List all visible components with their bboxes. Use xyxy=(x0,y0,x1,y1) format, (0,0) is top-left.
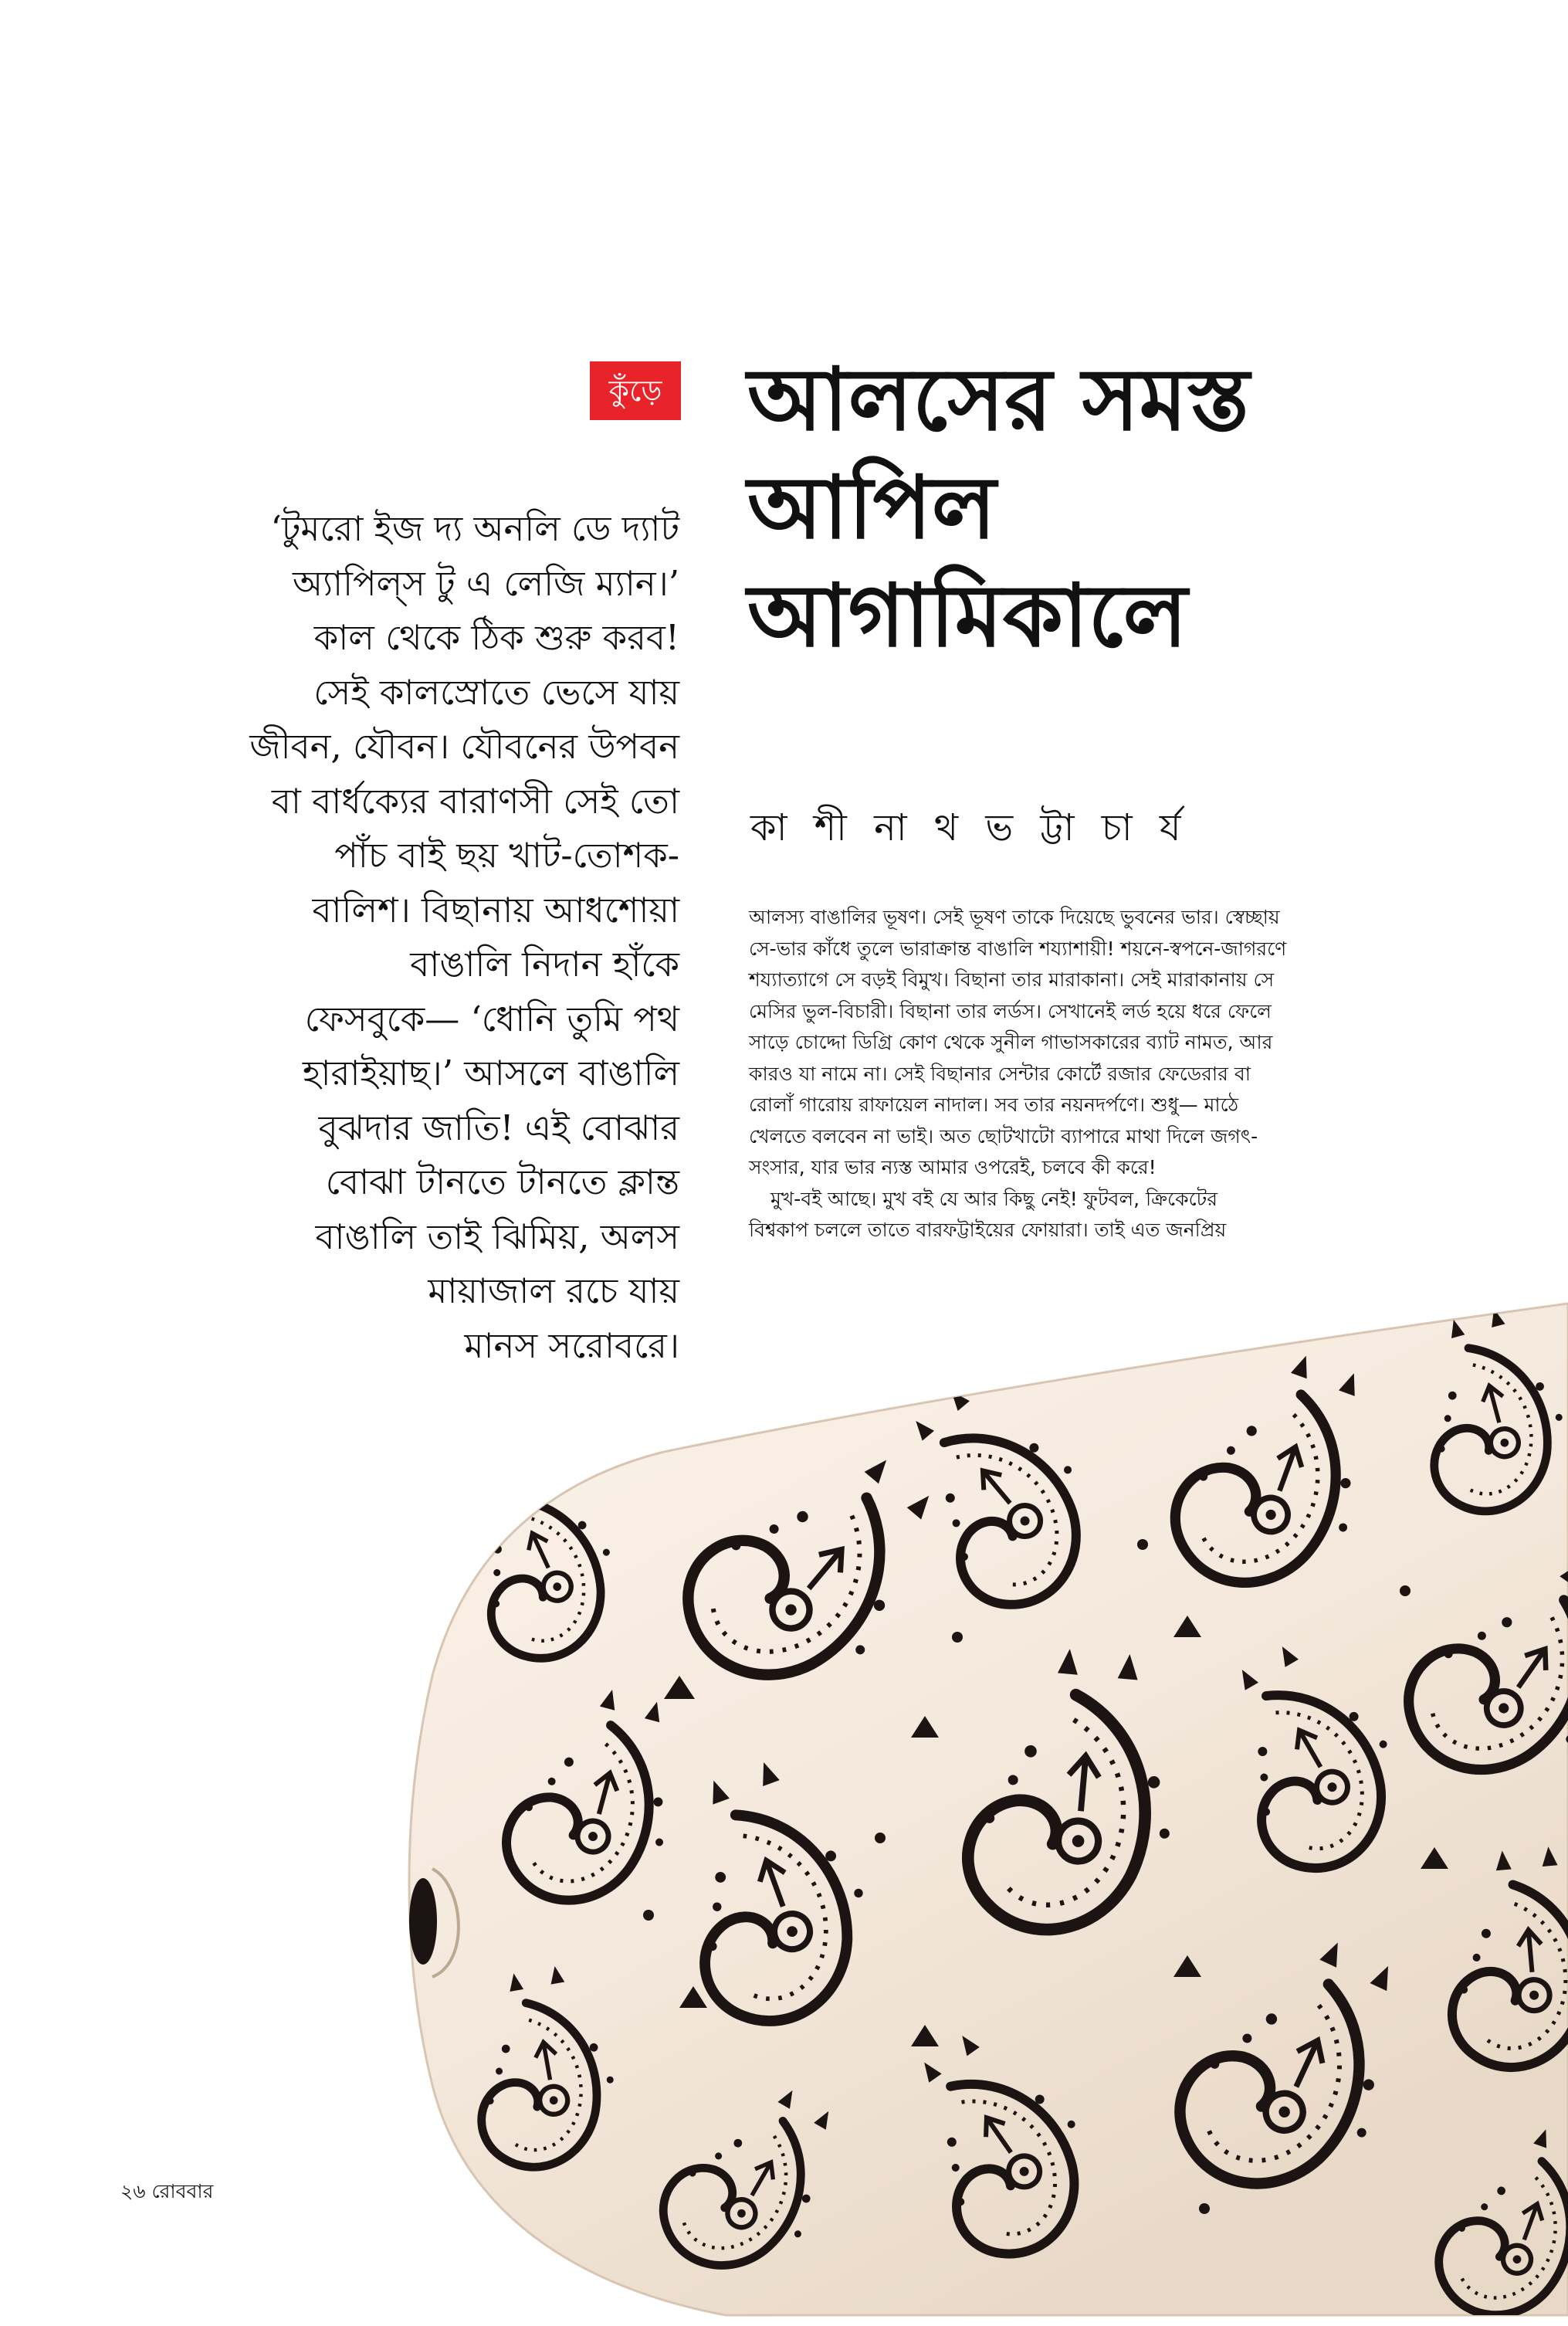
page-footer: ২৬ রোববার xyxy=(120,2180,214,2202)
pull-quote-line: বোঝা টানতে টানতে ক্লান্ত xyxy=(325,1161,679,1202)
pull-quote xyxy=(124,502,679,1373)
body-line: সংসার, যার ভার ন্যস্ত আমার ওপরেই, চলবে কী করে! xyxy=(749,1156,1157,1178)
body-line: মেসির ভুল-বিচারী। বিছানা তার লর্ডস। সেখানেই লর্ড হয়ে ধরে ফেলে xyxy=(749,999,1272,1022)
pull-quote-line: বাঙালি নিদান হাঁকে xyxy=(410,944,679,985)
pull-quote-line: অ্যাপিল্‌স টু এ লেজি ম্যান।’ xyxy=(293,562,679,604)
article-body xyxy=(749,902,1444,1246)
pull-quote-line: বা বার্ধক্যের বারাণসী সেই তো xyxy=(271,780,679,822)
body-line: সাড়ে চোদ্দো ডিগ্রি কোণ থেকে সুনীল গাভাসকারের ব্যাট নামত, আর xyxy=(749,1031,1273,1053)
pull-quote-line: কাল থেকে ঠিক শুরু করব! xyxy=(313,617,679,658)
author-byline: কা শী না থ ভ ট্টা চা র্য xyxy=(750,806,1189,849)
pull-quote-line: পাঁচ বাই ছয় খাট-তোশক- xyxy=(334,835,679,876)
pull-quote-line: সেই কালস্রোতে ভেসে যায় xyxy=(313,671,679,713)
pull-quote-line: বালিশ। বিছানায় আধশোয়া xyxy=(312,889,679,931)
pull-quote-line: ‘টুমরো ইজ দ্য অনলি ডে দ্যাট xyxy=(270,508,679,549)
body-line: মুখ-বই আছে। মুখ বই যে আর কিছু নেই! ফুটবল, ক্রিকেটের xyxy=(770,1187,1218,1210)
body-line: শয্যাত্যাগে সে বড়ই বিমুখ। বিছানা তার মারাকানা। সেই মারাকানায় সে xyxy=(749,968,1275,991)
pull-quote-line: বাঙালি তাই ঝিমিয়, অলস xyxy=(315,1216,679,1257)
body-line: বিশ্বকাপ চললে তাতে বারফট্টাইয়ের ফোয়ারা। তাই এত জনপ্রিয় xyxy=(749,1219,1227,1241)
headline-line: আলসের সমস্ত xyxy=(747,350,1250,450)
body-line: রোলাঁ গারোয় রাফায়েল নাদাল। সব তার নয়নদর্পণে। শুধু— মাঠে xyxy=(749,1093,1239,1116)
section-tag: কুঁড়ে xyxy=(590,361,681,420)
pull-quote-line: মানস সরোবরে। xyxy=(464,1324,679,1366)
body-line: আলস্য বাঙালির ভূষণ। সেই ভূষণ তাকে দিয়েছে ভুবনের ভার। স্বেচ্ছায় xyxy=(749,906,1280,928)
pull-quote-line: হারাইয়াছ।’ আসলে বাঙালি xyxy=(302,1053,679,1093)
headline-line: আগামিকালে xyxy=(747,566,1188,666)
body-line: কারও যা নামে না। সেই বিছানার সেন্টার কোর্টে রজার ফেডেরার বা xyxy=(749,1062,1251,1085)
pull-quote-line: মায়াজাল রচে যায় xyxy=(428,1270,679,1311)
headline-line: আপিল xyxy=(747,458,997,558)
body-line: সে-ভার কাঁধে তুলে ভারাক্রান্ত বাঙালি শয্যাশায়ী! শয়নে-স্বপনে-জাগরণে xyxy=(749,937,1287,960)
pull-quote-line: ফেসবুকে— ‘ধোনি তুমি পথ xyxy=(304,998,679,1039)
pull-quote-line: বুঝদার জাতি! এই বোঝার xyxy=(318,1107,679,1148)
headline xyxy=(747,346,1566,670)
pull-quote-line: জীবন, যৌবন। যৌবনের উপবন xyxy=(249,726,679,767)
body-line: খেলতে বলবেন না ভাই। অত ছোটখাটো ব্যাপারে মাথা দিলে জগৎ- xyxy=(749,1124,1258,1148)
